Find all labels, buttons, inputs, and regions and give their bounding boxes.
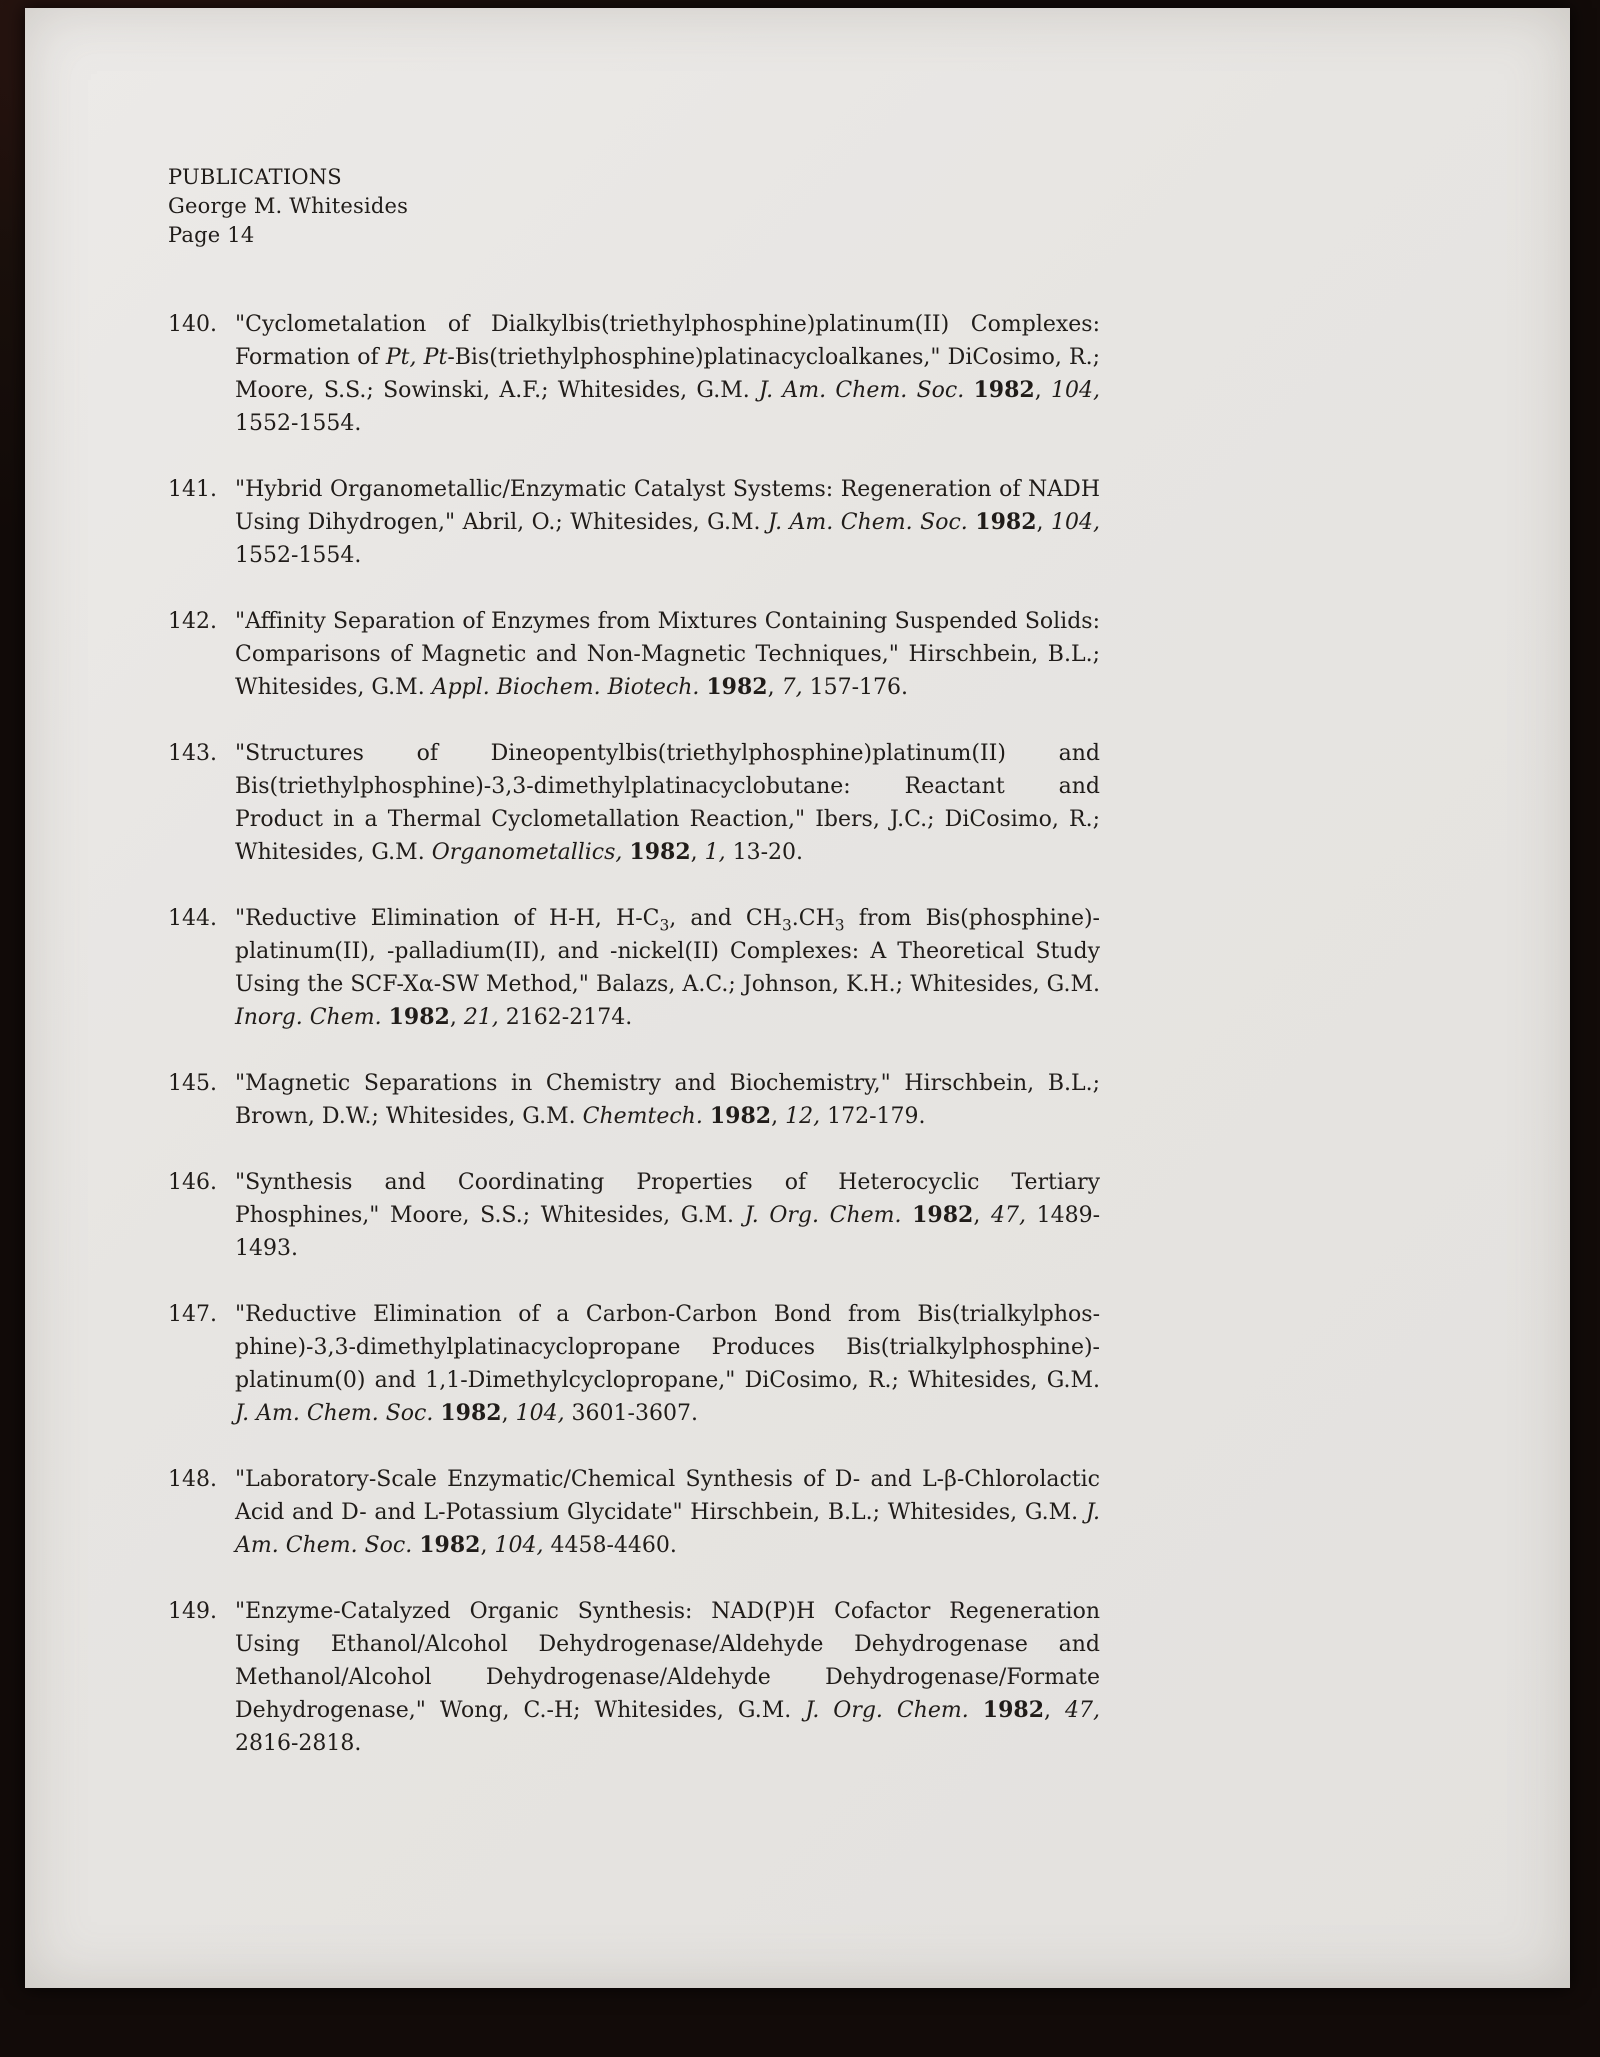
entry-number: 145. xyxy=(168,1071,217,1096)
publication-entry xyxy=(168,1595,1100,1760)
entry-number: 146. xyxy=(168,1170,217,1195)
header-title: PUBLICATIONS xyxy=(168,165,342,189)
entry-number: 143. xyxy=(168,741,217,766)
entry-number: 141. xyxy=(168,477,217,502)
publication-entry xyxy=(168,1298,1100,1430)
document-page xyxy=(25,8,1570,1988)
entry-number: 148. xyxy=(168,1467,217,1492)
document-header xyxy=(168,163,1570,250)
entry-citation-text: "Structures of Dineopentylbis(triethylphosphine)platinum(II) and Bis(triethylphosphine)-3,3-dimethylplatinacyclobutane: Reactant and Product in a Thermal Cyclometallation Reaction," Ibers, J.C.; DiCosimo, R.; Whitesides, G.M. Organometallics, 1982, 1, 13-20. xyxy=(235,741,1100,865)
entry-citation-text: "Affinity Separation of Enzymes from Mixtures Containing Suspended Solids: Comparisons of Magnetic and Non-Magnetic Techniques," Hirschbein, B.L.; Whitesides, G.M. Appl. Biochem. Biotech. 1982, 7, 157-176. xyxy=(235,609,1100,700)
publication-entry xyxy=(168,605,1100,704)
page-content xyxy=(25,8,1570,1760)
entry-number: 149. xyxy=(168,1599,217,1624)
publication-entry xyxy=(168,1463,1100,1562)
entry-citation-text: "Laboratory-Scale Enzymatic/Chemical Synthesis of D- and L-β-Chlorolactic Acid and D- and L-Potassium Glycidate" Hirschbein, B.L.; Whitesides, G.M. J. Am. Chem. Soc. 1982, 104, 4458-4460. xyxy=(235,1467,1100,1558)
publication-entry xyxy=(168,308,1100,440)
entry-number: 140. xyxy=(168,312,217,337)
publication-entry xyxy=(168,737,1100,869)
publication-entry xyxy=(168,902,1100,1034)
entry-number: 142. xyxy=(168,609,217,634)
publication-entry xyxy=(168,473,1100,572)
entry-citation-text: "Reductive Elimination of H-H, $H-C_3$, and $CH_3.CH_3$ from Bis(phosphine)-platinum(II), -palladium(II), and -nickel(II) Complexes: A Theoretical Study Using the SCF-Xα-SW Method," Balazs, A.C.; Johnson, K.H.; Whitesides, G.M. Inorg. Chem. 1982, 21, 2162-2174. xyxy=(235,906,1100,1030)
publication-list xyxy=(168,308,1100,1760)
entry-citation-text: "Reductive Elimination of a Carbon-Carbon Bond from Bis(trialkylphos-phine)-3,3-dimethylplatinacyclopropane Produces Bis(trialkylphosphine)-platinum(0) and 1,1-Dimethylcyclopropane," DiCosimo, R.; Whitesides, G.M. J. Am. Chem. Soc. 1982, 104, 3601-3607. xyxy=(235,1302,1100,1426)
entry-citation-text: "Synthesis and Coordinating Properties of Heterocyclic Tertiary Phosphines," Moore, S.S.; Whitesides, G.M. J. Org. Chem. 1982, 47, 1489-1493. xyxy=(235,1170,1101,1261)
entry-citation-text: "Hybrid Organometallic/Enzymatic Catalyst Systems: Regeneration of NADH Using Dihydrogen," Abril, O.; Whitesides, G.M. J. Am. Chem. Soc. 1982, 104, 1552-1554. xyxy=(235,477,1100,568)
entry-citation-text: "Magnetic Separations in Chemistry and Biochemistry," Hirschbein, B.L.; Brown, D.W.; Whitesides, G.M. Chemtech. 1982, 12, 172-179. xyxy=(235,1071,1100,1129)
publication-entry xyxy=(168,1067,1100,1133)
publication-entry xyxy=(168,1166,1100,1265)
entry-citation-text: "Cyclometalation of Dialkylbis(triethylphosphine)platinum(II) Complexes: Formation of Pt, Pt-Bis(triethylphosphine)platinacycloalkanes," DiCosimo, R.; Moore, S.S.; Sowinski, A.F.; Whitesides, G.M. J. Am. Chem. Soc. 1982, 104, 1552-1554. xyxy=(235,312,1101,436)
entry-number: 147. xyxy=(168,1302,217,1327)
header-author: George M. Whitesides xyxy=(168,194,409,218)
entry-number: 144. xyxy=(168,906,217,931)
header-page-number: Page 14 xyxy=(168,223,255,247)
entry-citation-text: "Enzyme-Catalyzed Organic Synthesis: NAD(P)H Cofactor Regeneration Using Ethanol/Alcohol Dehydrogenase/Aldehyde Dehydrogenase and Methanol/Alcohol Dehydrogenase/Aldehyde Dehydrogenase/Formate Dehydrogenase," Wong, C.-H; Whitesides, G.M. J. Org. Chem. 1982, 47, 2816-2818. xyxy=(235,1599,1100,1756)
